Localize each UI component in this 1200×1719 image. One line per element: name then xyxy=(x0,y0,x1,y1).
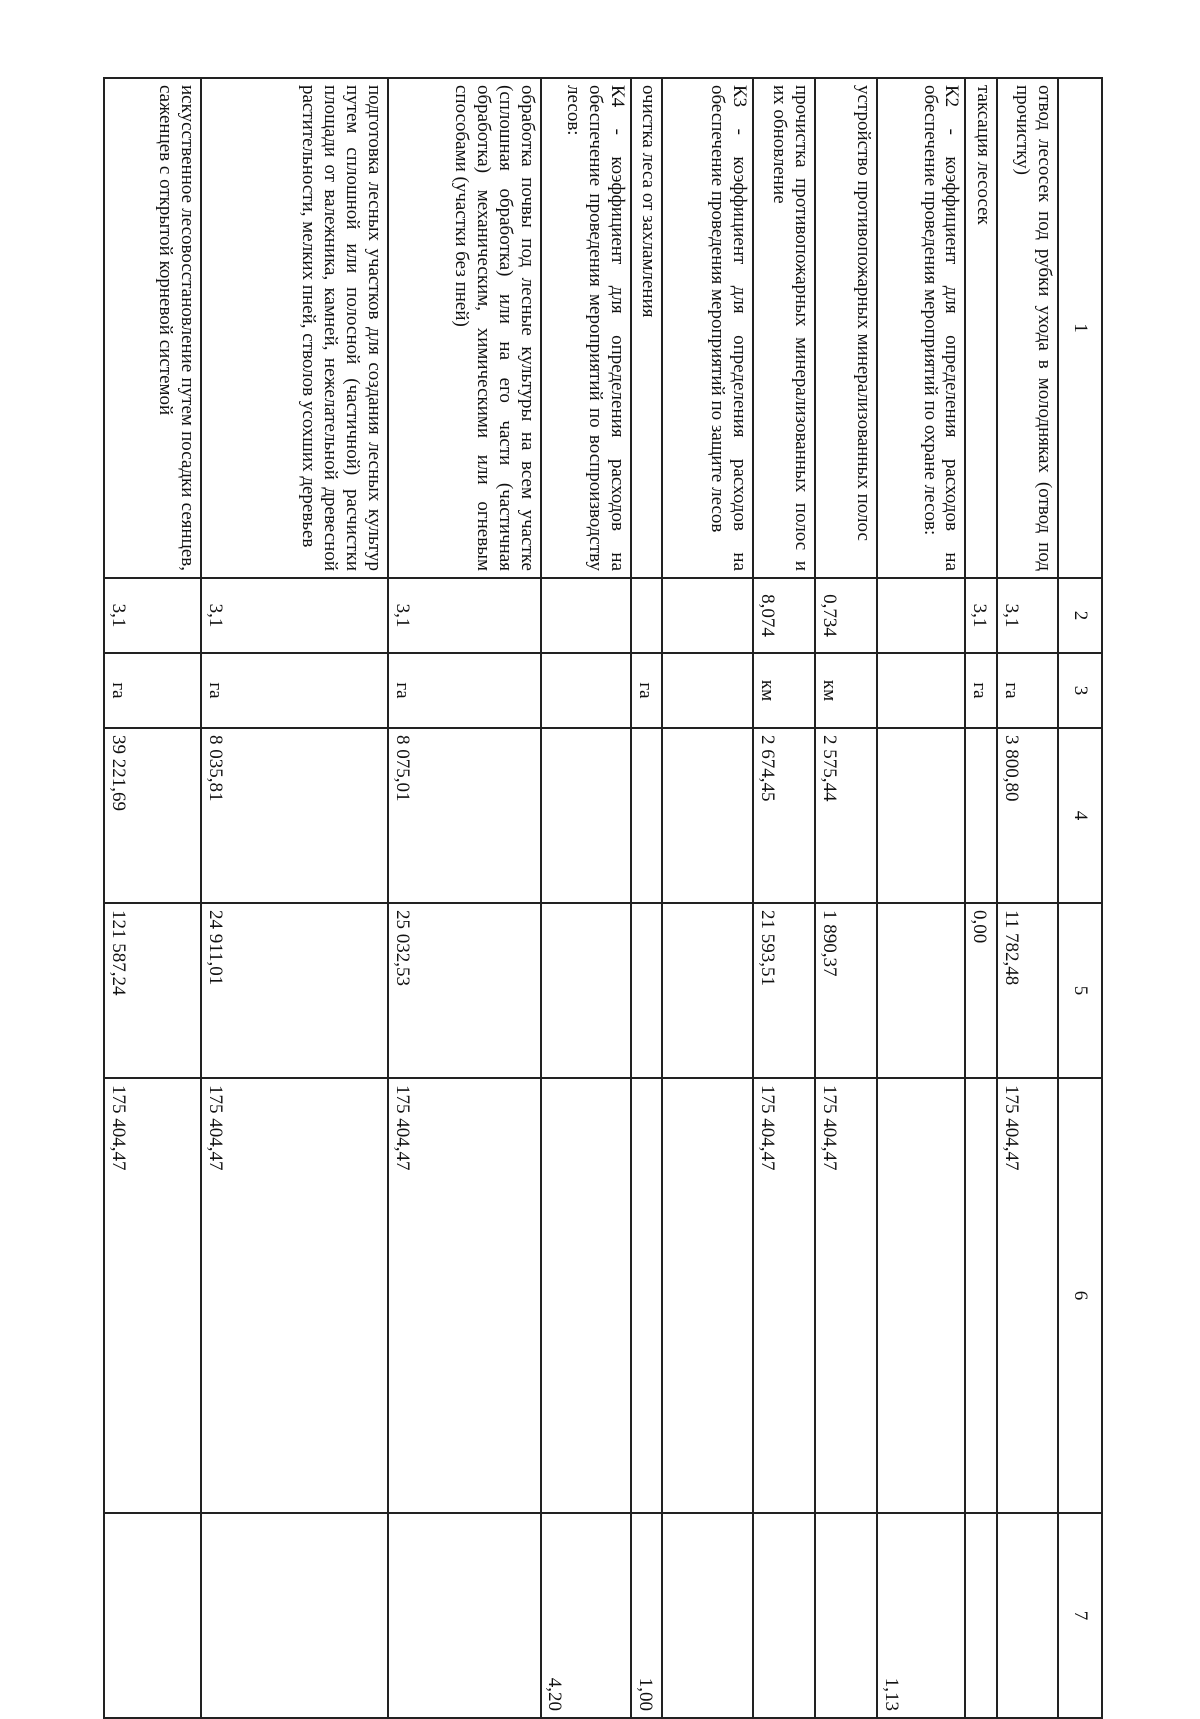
row-rate: 2 575,44 xyxy=(815,728,877,903)
row-rate xyxy=(662,728,752,903)
row-cost: 0,00 xyxy=(965,903,996,1078)
row-name: искусственное лесовосстановление путем посадки сеянцев, саженцев с открытой корневой системой xyxy=(104,78,201,578)
row-coef: 1,00 xyxy=(631,1513,662,1718)
table-row xyxy=(815,78,877,1718)
row-volume: 3,1 xyxy=(388,578,541,653)
row-rate: 39 221,69 xyxy=(104,728,201,903)
row-name: К2 - коэффициент для определения расходов на обеспечение проведения мероприятий по охране лесов: xyxy=(877,78,965,578)
row-name: обработка почвы под лесные культуры на всем участке (сплошная обработка) или на его части (частичная обработка) механическим, химическими или огневым способами (участки без пней) xyxy=(388,78,541,578)
header-col-6: 6 xyxy=(1058,1078,1102,1513)
table-row xyxy=(541,78,631,1718)
row-name: К3 - коэффициент для определения расходов на обеспечение проведения мероприятий по защите лесов xyxy=(662,78,752,578)
row-unit: га xyxy=(104,653,201,728)
row-coef: 4,20 xyxy=(541,1513,631,1718)
header-col-2: 2 xyxy=(1058,578,1102,653)
row-volume xyxy=(877,578,965,653)
header-row xyxy=(1058,78,1102,1718)
row-cost: 21 593,51 xyxy=(753,903,815,1078)
row-cost xyxy=(662,903,752,1078)
row-volume: 3,1 xyxy=(965,578,996,653)
row-total: 175 404,47 xyxy=(997,1078,1058,1513)
row-name: К4 - коэффициент для определения расходов на обеспечение проведения мероприятий по воспроизводству лесов: xyxy=(541,78,631,578)
row-rate: 3 800,80 xyxy=(997,728,1058,903)
row-coef: 1,13 xyxy=(877,1513,965,1718)
header-col-3: 3 xyxy=(1058,653,1102,728)
row-total xyxy=(541,1078,631,1513)
row-unit xyxy=(541,653,631,728)
row-total xyxy=(877,1078,965,1513)
row-volume xyxy=(541,578,631,653)
row-coef xyxy=(965,1513,996,1718)
header-col-7: 7 xyxy=(1058,1513,1102,1718)
row-volume xyxy=(631,578,662,653)
header-col-5: 5 xyxy=(1058,903,1102,1078)
data-table xyxy=(103,77,1103,1719)
row-name: подготовка лесных участков для создания лесных культур путем сплошной или полосной (частичной) расчистки площади от валежника, камней, нежелательной древесной растительности, мелких пней, стволов усохших деревьев xyxy=(201,78,388,578)
table-row xyxy=(965,78,996,1718)
row-name: прочистка противопожарных минерализованных полос и их обновление xyxy=(753,78,815,578)
row-rate xyxy=(631,728,662,903)
row-rate xyxy=(965,728,996,903)
row-coef xyxy=(201,1513,388,1718)
row-unit xyxy=(877,653,965,728)
row-total: 175 404,47 xyxy=(815,1078,877,1513)
row-coef xyxy=(388,1513,541,1718)
row-volume: 3,1 xyxy=(201,578,388,653)
table-row xyxy=(388,78,541,1718)
row-unit: км xyxy=(753,653,815,728)
row-volume: 3,1 xyxy=(997,578,1058,653)
header-col-4: 4 xyxy=(1058,728,1102,903)
table-row xyxy=(201,78,388,1718)
row-total: 175 404,47 xyxy=(104,1078,201,1513)
row-name: отвод лесосек под рубки ухода в молодняках (отвод под прочистку) xyxy=(997,78,1058,578)
row-name: очистка леса от захламления xyxy=(631,78,662,578)
row-cost xyxy=(631,903,662,1078)
row-coef xyxy=(104,1513,201,1718)
table-row xyxy=(662,78,752,1718)
table-row xyxy=(877,78,965,1718)
row-coef xyxy=(815,1513,877,1718)
row-name: таксация лесосек xyxy=(965,78,996,578)
row-cost xyxy=(877,903,965,1078)
row-volume: 3,1 xyxy=(104,578,201,653)
row-unit: га xyxy=(965,653,996,728)
row-total: 175 404,47 xyxy=(753,1078,815,1513)
row-volume: 8,074 xyxy=(753,578,815,653)
row-coef xyxy=(662,1513,752,1718)
row-coef xyxy=(753,1513,815,1718)
row-volume xyxy=(662,578,752,653)
row-cost: 11 782,48 xyxy=(997,903,1058,1078)
row-total xyxy=(965,1078,996,1513)
table-row xyxy=(631,78,662,1718)
row-rate xyxy=(877,728,965,903)
row-total: 175 404,47 xyxy=(201,1078,388,1513)
row-cost: 121 587,24 xyxy=(104,903,201,1078)
row-volume: 0,734 xyxy=(815,578,877,653)
row-cost: 25 032,53 xyxy=(388,903,541,1078)
row-rate: 8 035,81 xyxy=(201,728,388,903)
row-total xyxy=(631,1078,662,1513)
row-unit: км xyxy=(815,653,877,728)
rotated-page xyxy=(103,77,1103,1717)
row-unit: га xyxy=(997,653,1058,728)
row-cost: 1 890,37 xyxy=(815,903,877,1078)
row-total: 175 404,47 xyxy=(388,1078,541,1513)
row-cost: 24 911,01 xyxy=(201,903,388,1078)
row-cost xyxy=(541,903,631,1078)
table-row xyxy=(104,78,201,1718)
row-total xyxy=(662,1078,752,1513)
row-unit: га xyxy=(388,653,541,728)
row-rate xyxy=(541,728,631,903)
header-col-1: 1 xyxy=(1058,78,1102,578)
row-name: устройство противопожарных минерализованных полос xyxy=(815,78,877,578)
row-unit xyxy=(662,653,752,728)
row-unit: га xyxy=(201,653,388,728)
row-rate: 8 075,01 xyxy=(388,728,541,903)
row-unit: га xyxy=(631,653,662,728)
row-coef xyxy=(997,1513,1058,1718)
table-row xyxy=(997,78,1058,1718)
table-row xyxy=(753,78,815,1718)
row-rate: 2 674,45 xyxy=(753,728,815,903)
